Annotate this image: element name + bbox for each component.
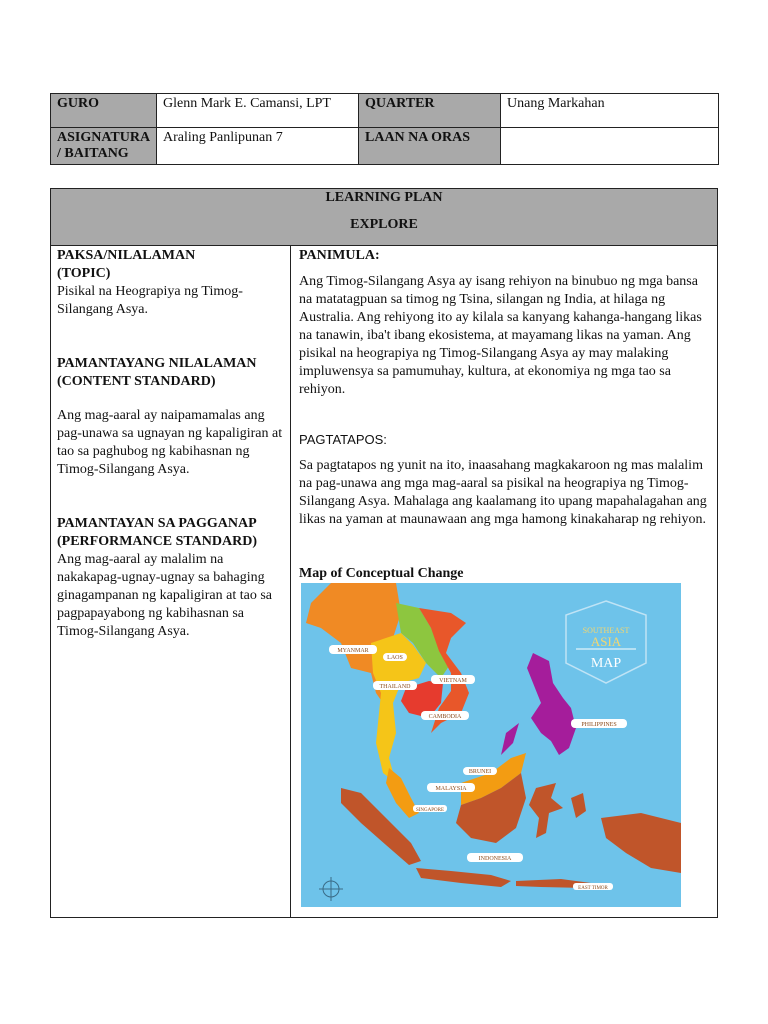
panimula-text: Ang Timog-Silangang Asya ay isang rehiyon na binubuo ng mga bansa na matatagpuan sa timog ng Tsina, silangan ng India, at hilaga ng Australia. Ang rehiyong ito ay kilala sa kanyang kahanga-hangang likas na tanawin, iba't ibang ekosistema, at mayamang likas na yaman. Ang pisikal na heograpiya ng Timog-Silangang Asya ay may malaking impluwensya sa pamumuhay, kultura, at ekonomiya ng mga tao sa rehiyon. <box>299 274 702 397</box>
label-malaysia: MALAYSIA <box>435 786 467 792</box>
label-laos: LAOS <box>387 655 403 661</box>
left-column <box>51 246 291 917</box>
info-table <box>50 93 719 165</box>
performance-standard-heading-1: PAMANTAYAN SA PAGGANAP <box>57 516 257 531</box>
badge-line-2: ASIA <box>590 634 622 649</box>
label-thailand: THAILAND <box>379 684 411 690</box>
topic-heading-1: PAKSA/NILALAMAN <box>57 248 196 263</box>
content-standard-heading-1: PAMANTAYANG NILALAMAN <box>57 356 257 371</box>
label-brunei: BRUNEI <box>468 769 492 775</box>
asignatura-label <box>51 128 157 165</box>
learning-plan-header <box>51 189 717 246</box>
info-row-2 <box>51 128 719 165</box>
guro-label: GURO <box>51 94 157 128</box>
label-singapore: SINGAPORE <box>415 808 445 813</box>
info-row-1 <box>51 94 719 128</box>
content-standard-text: Ang mag-aaral ay naipamamalas ang pag-unawa sa ugnayan ng kapaligiran at tao sa paghubog ng kabihasnan ng Timog-Silangang Asya. <box>57 408 283 477</box>
quarter-label: QUARTER <box>359 94 501 128</box>
southeast-asia-badge <box>566 601 646 683</box>
compass-icon <box>319 877 343 901</box>
palawan-region <box>501 723 519 755</box>
label-philippines: PHILIPPINES <box>581 722 617 728</box>
laan-label: LAAN NA ORAS <box>359 128 501 165</box>
asignatura-label-line-2: / BAITANG <box>57 146 129 161</box>
performance-standard-heading-2: (PERFORMANCE STANDARD) <box>57 534 258 549</box>
label-indonesia: INDONESIA <box>478 856 512 862</box>
right-column <box>292 246 717 917</box>
sulawesi-region <box>529 783 563 838</box>
philippines-region <box>527 653 576 755</box>
badge-line-3: MAP <box>590 656 622 671</box>
map-heading: Map of Conceptual Change <box>299 566 464 581</box>
southeast-asia-map <box>301 583 681 907</box>
content-standard-heading-2: (CONTENT STANDARD) <box>57 374 216 389</box>
pagtatapos-text: Sa pagtatapos ng yunit na ito, inaasahang magkakaroon ng mas malalim na pag-unawa ang mga mag-aaral sa pisikal na heograpiya ng Timog-Silangang Asya. Mahalaga ang kaalamang ito upang mapahalagahan ang likas na yaman at maunawaan ang mga hamong kinakaharap ng rehiyon. <box>299 458 707 527</box>
asignatura-label-line-1: ASIGNATURA <box>57 130 151 145</box>
quarter-value: Unang Markahan <box>501 94 719 128</box>
label-vietnam: VIETNAM <box>439 678 467 684</box>
pagtatapos-heading: PAGTATAPOS: <box>299 432 387 447</box>
java-region <box>416 868 511 887</box>
label-cambodia: CAMBODIA <box>428 714 462 720</box>
map-illustration <box>301 583 681 907</box>
badge-line-1: SOUTHEAST <box>582 626 630 635</box>
learning-plan-subtitle: EXPLORE <box>350 217 418 232</box>
performance-standard-text: Ang mag-aaral ay malalim na nakakapag-ugnay-ugnay sa bahaging ginagampanan ng kapaligiran at tao sa pagpapayabong ng kabihasnan sa Timog-Silangang Asya. <box>57 552 272 639</box>
maluku-region <box>571 793 586 818</box>
asignatura-value: Araling Panlipunan 7 <box>157 128 359 165</box>
panimula-heading: PANIMULA: <box>299 248 380 263</box>
topic-heading-2: (TOPIC) <box>57 266 111 281</box>
laan-value <box>501 128 719 165</box>
label-east-timor: EAST TIMOR <box>578 886 608 891</box>
papua-region <box>601 813 681 873</box>
learning-plan-title: LEARNING PLAN <box>325 190 443 205</box>
guro-value: Glenn Mark E. Camansi, LPT <box>157 94 359 128</box>
learning-plan-table <box>50 188 718 918</box>
topic-text: Pisikal na Heograpiya ng Timog-Silangang Asya. <box>57 284 243 317</box>
label-myanmar: MYANMAR <box>337 648 369 654</box>
